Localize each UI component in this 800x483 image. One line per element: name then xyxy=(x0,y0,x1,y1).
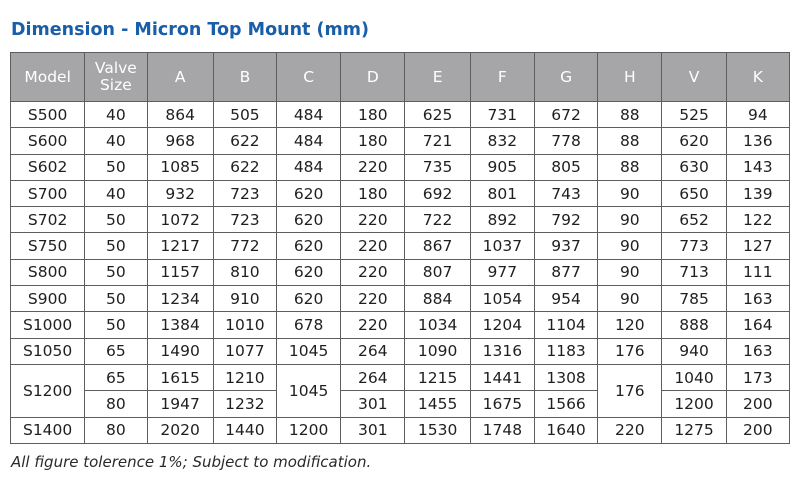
table-row-s1400 xyxy=(11,417,790,443)
cell-b: 622 xyxy=(213,128,276,154)
cell-a: 1490 xyxy=(147,338,213,364)
cell-e: 867 xyxy=(405,233,470,259)
cell-h: 120 xyxy=(598,312,662,338)
cell-b: 723 xyxy=(213,180,276,206)
cell-h: 90 xyxy=(598,286,662,312)
cell-k: 164 xyxy=(726,312,789,338)
cell-f: 1748 xyxy=(470,417,534,443)
table-row xyxy=(11,180,790,206)
cell-k: 111 xyxy=(726,259,789,285)
cell-a: 1384 xyxy=(147,312,213,338)
table-row xyxy=(11,233,790,259)
cell-a: 864 xyxy=(147,102,213,128)
cell-k: 173 xyxy=(726,364,789,390)
header-e: E xyxy=(405,53,470,102)
cell-c: 1045 xyxy=(277,364,341,417)
cell-g: 778 xyxy=(534,128,597,154)
cell-k: 94 xyxy=(726,102,789,128)
cell-e: 884 xyxy=(405,286,470,312)
cell-a: 1085 xyxy=(147,154,213,180)
footnote: All figure tolerence 1%; Subject to modification. xyxy=(11,453,372,471)
cell-f: 801 xyxy=(470,180,534,206)
cell-h: 90 xyxy=(598,233,662,259)
cell-k: 163 xyxy=(726,286,789,312)
cell-e: 1530 xyxy=(405,417,470,443)
cell-k: 139 xyxy=(726,180,789,206)
cell-e: 721 xyxy=(405,128,470,154)
header-h: H xyxy=(598,53,662,102)
cell-valve-size: 65 xyxy=(85,338,147,364)
header-k: K xyxy=(726,53,789,102)
cell-v: 785 xyxy=(662,286,726,312)
cell-e: 1034 xyxy=(405,312,470,338)
cell-v: 940 xyxy=(662,338,726,364)
header-valve-size xyxy=(85,53,147,102)
cell-valve-size: 80 xyxy=(85,391,147,417)
table-header-row xyxy=(11,53,790,102)
header-b: B xyxy=(213,53,276,102)
cell-a: 2020 xyxy=(147,417,213,443)
table-row xyxy=(11,259,790,285)
cell-f: 1204 xyxy=(470,312,534,338)
cell-valve-size: 40 xyxy=(85,102,147,128)
cell-f: 1675 xyxy=(470,391,534,417)
table-row xyxy=(11,207,790,233)
cell-e: 807 xyxy=(405,259,470,285)
cell-v: 1275 xyxy=(662,417,726,443)
cell-valve-size: 50 xyxy=(85,207,147,233)
cell-v: 650 xyxy=(662,180,726,206)
cell-k: 136 xyxy=(726,128,789,154)
cell-c: 484 xyxy=(277,154,341,180)
cell-a: 1157 xyxy=(147,259,213,285)
cell-a: 1615 xyxy=(147,364,213,390)
cell-g: 792 xyxy=(534,207,597,233)
table-row-s1200-a xyxy=(11,364,790,390)
cell-f: 1441 xyxy=(470,364,534,390)
cell-d: 264 xyxy=(341,364,405,390)
cell-v: 713 xyxy=(662,259,726,285)
cell-k: 127 xyxy=(726,233,789,259)
cell-model: S702 xyxy=(11,207,85,233)
cell-e: 1215 xyxy=(405,364,470,390)
cell-k: 143 xyxy=(726,154,789,180)
cell-g: 937 xyxy=(534,233,597,259)
cell-a: 1947 xyxy=(147,391,213,417)
header-v: V xyxy=(662,53,726,102)
table-row xyxy=(11,312,790,338)
table-row xyxy=(11,102,790,128)
cell-g: 877 xyxy=(534,259,597,285)
cell-k: 163 xyxy=(726,338,789,364)
cell-g: 1104 xyxy=(534,312,597,338)
cell-v: 773 xyxy=(662,233,726,259)
cell-a: 1072 xyxy=(147,207,213,233)
cell-b: 1010 xyxy=(213,312,276,338)
cell-c: 1200 xyxy=(277,417,341,443)
cell-model: S1400 xyxy=(11,417,85,443)
cell-f: 832 xyxy=(470,128,534,154)
cell-valve-size: 50 xyxy=(85,312,147,338)
cell-valve-size: 50 xyxy=(85,286,147,312)
cell-h: 176 xyxy=(598,364,662,417)
cell-g: 1640 xyxy=(534,417,597,443)
cell-f: 905 xyxy=(470,154,534,180)
cell-d: 264 xyxy=(341,338,405,364)
cell-model: S700 xyxy=(11,180,85,206)
cell-v: 630 xyxy=(662,154,726,180)
cell-d: 220 xyxy=(341,207,405,233)
cell-c: 1045 xyxy=(277,338,341,364)
cell-e: 1090 xyxy=(405,338,470,364)
cell-k: 122 xyxy=(726,207,789,233)
cell-e: 735 xyxy=(405,154,470,180)
cell-k: 200 xyxy=(726,391,789,417)
cell-b: 723 xyxy=(213,207,276,233)
cell-h: 88 xyxy=(598,154,662,180)
cell-b: 910 xyxy=(213,286,276,312)
header-d: D xyxy=(341,53,405,102)
cell-valve-size: 40 xyxy=(85,180,147,206)
cell-b: 1440 xyxy=(213,417,276,443)
cell-valve-size: 50 xyxy=(85,259,147,285)
cell-h: 220 xyxy=(598,417,662,443)
cell-h: 176 xyxy=(598,338,662,364)
header-c: C xyxy=(277,53,341,102)
table-row xyxy=(11,338,790,364)
cell-b: 1077 xyxy=(213,338,276,364)
table-row xyxy=(11,128,790,154)
cell-d: 301 xyxy=(341,391,405,417)
page-title: Dimension - Micron Top Mount (mm) xyxy=(11,20,369,40)
table-row xyxy=(11,286,790,312)
cell-g: 805 xyxy=(534,154,597,180)
cell-b: 505 xyxy=(213,102,276,128)
cell-d: 220 xyxy=(341,154,405,180)
cell-model: S500 xyxy=(11,102,85,128)
cell-c: 484 xyxy=(277,102,341,128)
cell-d: 180 xyxy=(341,128,405,154)
cell-model: S900 xyxy=(11,286,85,312)
cell-f: 1037 xyxy=(470,233,534,259)
cell-a: 968 xyxy=(147,128,213,154)
cell-g: 1566 xyxy=(534,391,597,417)
cell-b: 810 xyxy=(213,259,276,285)
cell-f: 977 xyxy=(470,259,534,285)
cell-c: 620 xyxy=(277,286,341,312)
cell-c: 620 xyxy=(277,233,341,259)
cell-g: 1183 xyxy=(534,338,597,364)
cell-g: 743 xyxy=(534,180,597,206)
cell-h: 88 xyxy=(598,128,662,154)
cell-f: 1316 xyxy=(470,338,534,364)
cell-model: S600 xyxy=(11,128,85,154)
cell-model: S750 xyxy=(11,233,85,259)
cell-f: 1054 xyxy=(470,286,534,312)
cell-d: 220 xyxy=(341,259,405,285)
cell-model: S602 xyxy=(11,154,85,180)
cell-g: 672 xyxy=(534,102,597,128)
table-row-s1200-b xyxy=(11,391,790,417)
cell-h: 90 xyxy=(598,207,662,233)
cell-c: 620 xyxy=(277,259,341,285)
cell-v: 652 xyxy=(662,207,726,233)
cell-a: 1217 xyxy=(147,233,213,259)
cell-v: 1040 xyxy=(662,364,726,390)
cell-d: 220 xyxy=(341,312,405,338)
cell-e: 692 xyxy=(405,180,470,206)
header-a: A xyxy=(147,53,213,102)
cell-valve-size: 50 xyxy=(85,154,147,180)
header-valve-size-label: Valve Size xyxy=(94,59,137,94)
cell-e: 722 xyxy=(405,207,470,233)
dimension-table xyxy=(10,52,790,444)
cell-h: 90 xyxy=(598,259,662,285)
cell-b: 1232 xyxy=(213,391,276,417)
cell-c: 620 xyxy=(277,180,341,206)
cell-v: 888 xyxy=(662,312,726,338)
cell-g: 1308 xyxy=(534,364,597,390)
cell-model: S1050 xyxy=(11,338,85,364)
cell-valve-size: 80 xyxy=(85,417,147,443)
cell-v: 620 xyxy=(662,128,726,154)
table-row xyxy=(11,154,790,180)
cell-c: 620 xyxy=(277,207,341,233)
cell-model: S800 xyxy=(11,259,85,285)
cell-a: 932 xyxy=(147,180,213,206)
cell-valve-size: 65 xyxy=(85,364,147,390)
cell-valve-size: 50 xyxy=(85,233,147,259)
cell-h: 90 xyxy=(598,180,662,206)
cell-f: 892 xyxy=(470,207,534,233)
cell-a: 1234 xyxy=(147,286,213,312)
cell-c: 484 xyxy=(277,128,341,154)
header-model: Model xyxy=(11,53,85,102)
cell-k: 200 xyxy=(726,417,789,443)
cell-c: 678 xyxy=(277,312,341,338)
cell-model: S1200 xyxy=(11,364,85,417)
cell-d: 301 xyxy=(341,417,405,443)
cell-b: 1210 xyxy=(213,364,276,390)
cell-d: 220 xyxy=(341,233,405,259)
header-f: F xyxy=(470,53,534,102)
cell-d: 220 xyxy=(341,286,405,312)
cell-e: 625 xyxy=(405,102,470,128)
cell-v: 525 xyxy=(662,102,726,128)
cell-d: 180 xyxy=(341,102,405,128)
cell-b: 772 xyxy=(213,233,276,259)
cell-valve-size: 40 xyxy=(85,128,147,154)
cell-d: 180 xyxy=(341,180,405,206)
cell-g: 954 xyxy=(534,286,597,312)
header-g: G xyxy=(534,53,597,102)
cell-model: S1000 xyxy=(11,312,85,338)
cell-v: 1200 xyxy=(662,391,726,417)
cell-f: 731 xyxy=(470,102,534,128)
cell-b: 622 xyxy=(213,154,276,180)
cell-e: 1455 xyxy=(405,391,470,417)
cell-h: 88 xyxy=(598,102,662,128)
